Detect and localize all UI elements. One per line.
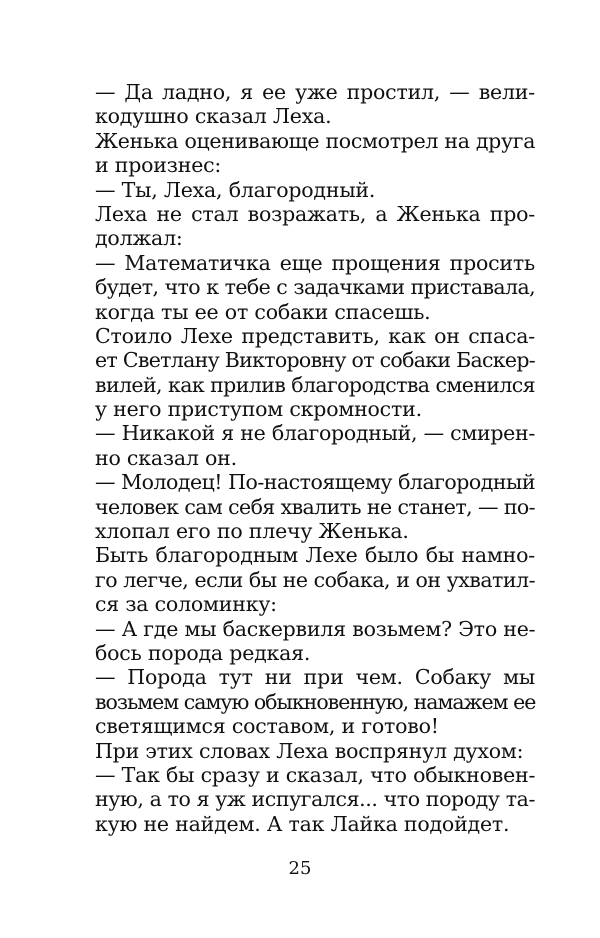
text-line: При этих словах Леха воспрянул духом:: [95, 738, 524, 763]
text-line: кую не найдем. А так Лайка подойдет.: [95, 811, 510, 836]
text-line: хлопал его по плечу Женька.: [95, 519, 409, 544]
text-line: и произнес:: [95, 153, 222, 178]
text-line: Быть благородным Лехе было бы намно-: [95, 543, 535, 568]
text-line: ся за соломинку:: [95, 592, 277, 617]
page-number: 25: [288, 858, 312, 879]
text-line: — Ты, Леха, благородный.: [95, 177, 376, 202]
text-line: ную, а то я уж испугался... что породу та-: [95, 787, 535, 812]
text-line: — Никакой я не благородный, — смирен-: [95, 421, 535, 446]
text-line: Женька оценивающе посмотрел на друга: [95, 128, 536, 153]
text-line: должал:: [95, 226, 183, 251]
text-line: будет, что к тебе с задачками приставала,: [95, 275, 535, 300]
text-line: го легче, если бы не собака, и он ухватил-: [95, 567, 535, 592]
text-line: Леха не стал возражать, а Женька про-: [95, 201, 535, 226]
text-line: — А где мы баскервиля возьмем? Это не-: [95, 616, 536, 641]
text-line: бось порода редкая.: [95, 640, 311, 665]
text-line: человек сам себя хвалить не станет, — по-: [95, 494, 535, 519]
text-line: — Да ладно, я ее уже простил, — вели-: [95, 80, 535, 104]
text-line: возьмем самую обыкновенную, намажем ее: [95, 689, 536, 714]
text-line: — Порода тут ни при чем. Собаку мы: [95, 665, 535, 690]
text-line: ет Светлану Викторовну от собаки Баскер-: [95, 348, 535, 373]
text-line: — Молодец! По-настоящему благородный: [95, 470, 535, 495]
text-line: когда ты ее от собаки спасешь.: [95, 299, 431, 324]
text-line: кодушно сказал Леха.: [95, 104, 332, 129]
text-line: у него приступом скромности.: [95, 397, 422, 422]
text-line: — Математичка еще прощения просить: [95, 250, 535, 275]
text-line: Стоило Лехе представить, как он спаса-: [95, 323, 535, 348]
page-body-text: [95, 80, 535, 836]
text-line: вилей, как прилив благородства сменился: [95, 372, 535, 397]
text-line: — Так бы сразу и сказал, что обыкновен-: [95, 762, 536, 787]
text-line: но сказал он.: [95, 445, 237, 470]
text-line: светящимся составом, и готово!: [95, 714, 439, 739]
